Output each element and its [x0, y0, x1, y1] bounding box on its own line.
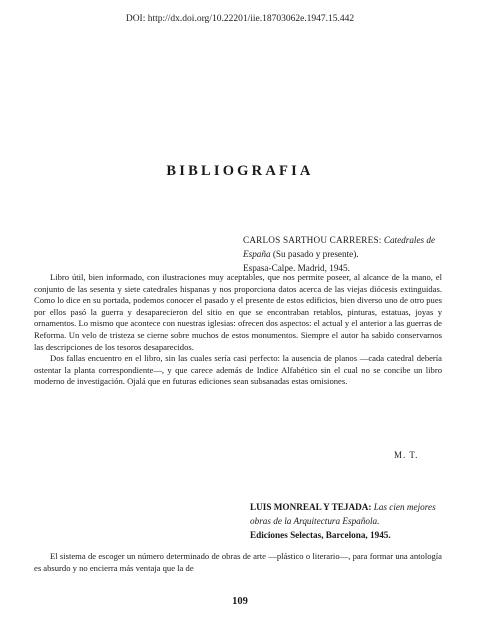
- review1-work-title: Catedrales de España: [243, 235, 436, 259]
- review1-signature: M. T.: [394, 450, 419, 460]
- section-title: BIBLIOGRAFIA: [166, 163, 314, 179]
- review1-work-subtitle: (Su pasado y presente).: [272, 249, 359, 259]
- review1-author: CARLOS SARTHOU CARRERES:: [243, 235, 382, 245]
- review2-paragraph: El sistema de escoger un número determinado de obras de arte —plástico o literario—, para formar una antología es absurdo y no encierra más ventaja que la de: [34, 551, 442, 573]
- review2-work-title: Las cien mejores obras de la Arquitectura Española.: [250, 502, 436, 526]
- review1-reference: [243, 233, 443, 275]
- review2-body: [34, 551, 442, 574]
- page-number: 109: [232, 596, 248, 607]
- review1-body: [34, 272, 442, 388]
- review1-publisher: Espasa-Calpe. Madrid, 1945.: [243, 263, 350, 273]
- review2-publisher: Ediciones Selectas, Barcelona, 1945.: [250, 530, 391, 540]
- review1-paragraph: Dos fallas encuentro en el libro, sin las cuales sería casi perfecto: la ausencia de planos —cada catedral debería ostentar la planta correspondiente—, y que carece además de Indice Alfabético sin el cual no se concibe un libro moderno de investigación. Ojalá que en futuras ediciones sean subsanadas estas omisiones.: [34, 353, 442, 387]
- doi-line: DOI: http://dx.doi.org/10.22201/iie.18703062e.1947.15.442: [125, 14, 355, 24]
- review1-paragraph: Libro útil, bien informado, con ilustraciones muy aceptables, que nos permite poseer, al alcance de la mano, el conjunto de las sesenta y siete catedrales hispanas y nos proporciona datos acerca de las viejas diócesis extinguidas. Como lo dice en su portada, podemos conocer el pasado y el presente de estos edificios, bien diverso uno de otro pues por ellos pasó la guerra y desaparecieron del sitio en que se encontraban retablos, pinturas, estatuas, joyas y ornamentos. Lo mismo que acontece con nuestras iglesias: ofrecen dos aspectos: el actual y el anterior a las guerras de Reforma. Un velo de tristeza se cierne sobre muchos de estos monumentos. Siempre el autor ha sabido conservarnos las descripciones de los tesoros desaparecidos.: [34, 272, 442, 352]
- review2-reference: [250, 500, 445, 542]
- review2-author: LUIS MONREAL Y TEJADA:: [250, 502, 372, 512]
